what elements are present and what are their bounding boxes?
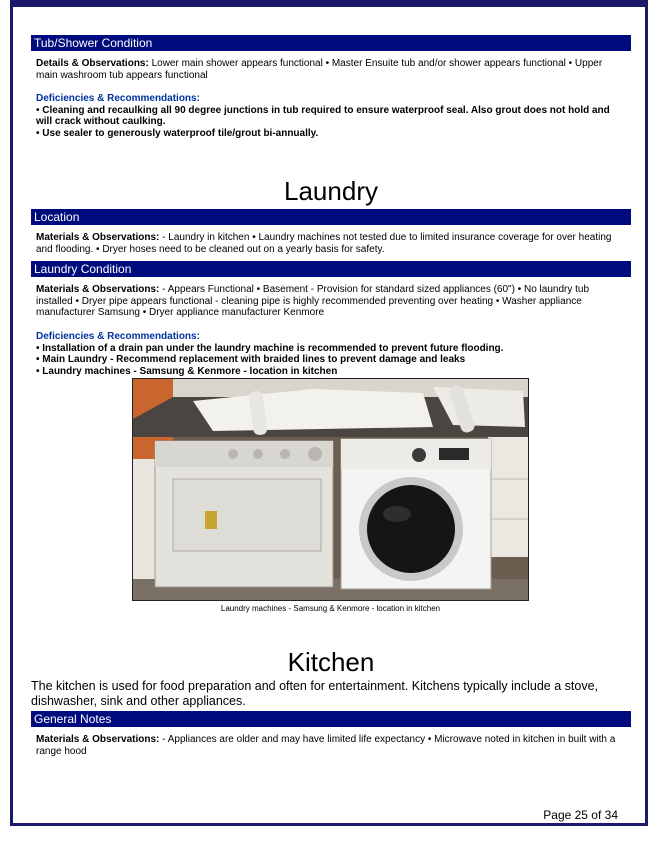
kitchen-observations — [36, 734, 626, 757]
tub-deficiencies-label: Deficiencies & Recommendations: — [36, 93, 200, 104]
tub-deficiencies — [36, 93, 626, 139]
section-header-laundry-condition: Laundry Condition — [31, 261, 631, 277]
tub-deficiency-item: • Use sealer to generously waterproof tile/grout bi-annually. — [36, 127, 319, 139]
tub-observations-label: Details & Observations: — [36, 58, 149, 69]
laundry-deficiency-item: • Main Laundry - Recommend replacement with braided lines to prevent damage and leaks — [36, 354, 466, 365]
location-observations-text: - Laundry in kitchen • Laundry machines not tested due to limited insurance coverage for over heating and flooding. • Dryer hoses need to be cleaned out on a yearly basis for safety. — [36, 232, 612, 255]
laundry-machines-photo — [132, 378, 529, 601]
section-header-general-notes: General Notes — [31, 711, 631, 727]
section-header-location: Location — [31, 209, 631, 225]
laundry-title: Laundry — [284, 176, 378, 206]
tub-observations — [36, 58, 626, 81]
laundry-deficiencies-label: Deficiencies & Recommendations: — [36, 331, 200, 342]
location-observations-label: Materials & Observations: — [36, 232, 160, 243]
laundry-condition-observations — [36, 284, 626, 319]
laundry-condition-label: Materials & Observations: — [36, 284, 160, 295]
tub-deficiency-item: • Cleaning and recaulking all 90 degree junctions in tub required to ensure waterproof seal. Also grout does not hold and will crack without caulking. — [36, 104, 610, 127]
section-header-tub-shower: Tub/Shower Condition — [31, 35, 631, 51]
kitchen-title: Kitchen — [287, 647, 375, 677]
laundry-deficiency-item: • Laundry machines - Samsung & Kenmore - location in kitchen — [36, 365, 338, 377]
page-number: Page 25 of 34 — [543, 808, 618, 822]
laundry-deficiencies — [36, 331, 626, 377]
tub-observations-text: Lower main shower appears functional • Master Ensuite tub and/or shower appears functional • Upper main washroom tub appears functional — [36, 58, 603, 81]
location-observations — [36, 232, 626, 255]
photo-caption: Laundry machines - Samsung & Kenmore - location in kitchen — [220, 604, 441, 613]
kitchen-observations-label: Materials & Observations: — [36, 734, 160, 745]
laundry-condition-text: - Appears Functional • Basement - Provision for standard sized appliances (60") • No laundry tub installed • Dryer pipe appears functional - cleaning pipe is highly recommended preventing over heating • Washer appliance manufacturer Samsung • Dryer appliance manufacturer Kenmore — [36, 284, 590, 318]
kitchen-intro: The kitchen is used for food preparation and often for entertainment. Kitchens typically include a stove, dishwasher, sink and other appliances. — [31, 679, 598, 708]
kitchen-observations-text: - Appliances are older and may have limited life expectancy • Microwave noted in kitchen in built with a range hood — [36, 734, 616, 757]
laundry-deficiency-item: • Installation of a drain pan under the laundry machine is recommended to prevent future flooding. — [36, 342, 504, 354]
